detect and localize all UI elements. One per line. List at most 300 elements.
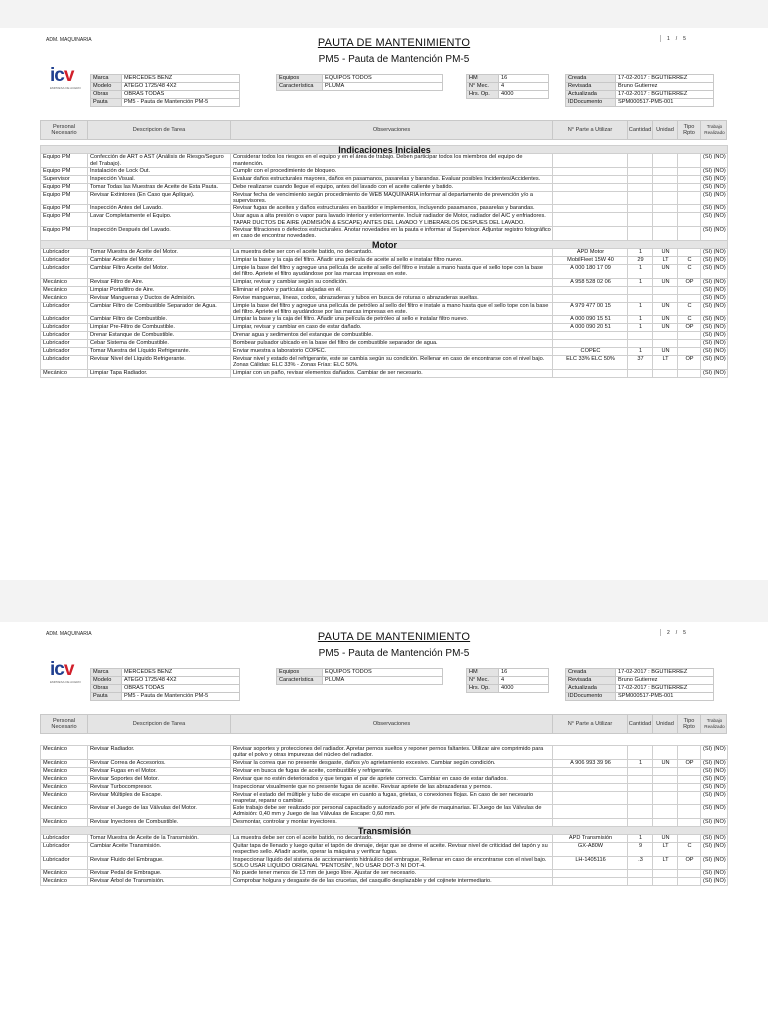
cell-parte: ELC 33% ELC 50% [553, 356, 628, 370]
label-hrs: Hrs. Op. [467, 91, 499, 99]
cell-personal: Mecánico [41, 775, 88, 783]
cell-cantidad: 1 [628, 264, 653, 278]
cell-unidad [653, 286, 678, 294]
cell-parte: A 979 477 00 15 [553, 302, 628, 316]
label-pauta: Pauta [91, 99, 122, 107]
header-block-equipment [276, 668, 443, 685]
column-headers [40, 714, 727, 734]
label-modelo: Modelo [91, 677, 122, 685]
document-subtitle: PM5 - Pauta de Mantención PM-5 [318, 54, 470, 65]
cell-tipo [678, 767, 701, 775]
cell-unidad [653, 878, 678, 886]
cell-cantidad [628, 818, 653, 826]
cell-observaciones: Drenar agua y sedimentos del estanque de combustible. [231, 332, 553, 340]
page-current: 1 [667, 35, 670, 42]
label-hm: HM [467, 669, 499, 677]
cell-trabajo[interactable]: (SI) (NO) [701, 356, 728, 370]
cell-personal: Lubricador [41, 835, 88, 843]
cell-personal: Mecánico [41, 767, 88, 775]
cell-personal: Mecánico [41, 369, 88, 377]
cell-trabajo[interactable]: (SI) (NO) [701, 870, 728, 878]
col-unidad: Unidad [653, 715, 678, 733]
label-hrs: Hrs. Op. [467, 685, 499, 693]
cell-descripcion: Tomar Muestra de Aceite de la Transmisión. [88, 835, 231, 843]
section-title: Motor [41, 240, 728, 248]
section-header [41, 826, 728, 834]
cell-tipo: OP [678, 356, 701, 370]
cell-descripcion: Cebar Sistema de Combustible. [88, 340, 231, 348]
cell-descripcion: Revisar Inyectores de Combustible. [88, 818, 231, 826]
value-nmec: 4 [499, 83, 549, 91]
cell-trabajo[interactable]: (SI) (NO) [701, 205, 728, 213]
department-label: ADM. MAQUINARIA [46, 631, 92, 637]
cell-tipo [678, 205, 701, 213]
cell-cantidad: 1 [628, 348, 653, 356]
label-revisada: Revisada [566, 83, 616, 91]
cell-trabajo[interactable]: (SI) (NO) [701, 805, 728, 819]
value-equipos: EQUIPOS TODOS [323, 669, 443, 677]
page-total: 5 [683, 35, 686, 42]
label-hm: HM [467, 75, 499, 83]
cell-personal: Mecánico [41, 818, 88, 826]
cell-trabajo[interactable]: (SI) (NO) [701, 294, 728, 302]
cell-tipo [678, 286, 701, 294]
cell-descripcion: Tomar Todas las Muestras de Aceite de Esta Pauta. [88, 183, 231, 191]
cell-observaciones: Bombear pulsador ubicado en la base del filtro de combustible separador de agua. [231, 340, 553, 348]
cell-descripcion: Revisar Filtro de Aire. [88, 278, 231, 286]
cell-unidad: UN [653, 248, 678, 256]
cell-tipo: C [678, 264, 701, 278]
cell-observaciones: Desmontar, controlar y montar inyectores. [231, 818, 553, 826]
col-descripcion: Descripcion de Tarea [88, 715, 231, 733]
value-marca: MERCEDES BENZ [122, 75, 240, 83]
cell-cantidad [628, 154, 653, 168]
cell-parte [553, 213, 628, 227]
cell-personal: Mecánico [41, 294, 88, 302]
department-label: ADM. MAQUINARIA [46, 37, 92, 43]
cell-observaciones: Quitar tapa de llenado y luego quitar el tapón de drenaje, dejar que se drene el aceite. Revisar nivel de criticidad del tapón y su respectivo sello. Añadir aceite, operar la máquina y verificar fugas. [231, 843, 553, 857]
col-descripcion: Descripcion de Tarea [88, 121, 231, 139]
cell-trabajo[interactable]: (SI) (NO) [701, 791, 728, 805]
table-row [41, 348, 728, 356]
cell-parte: APD Motor [553, 248, 628, 256]
cell-observaciones: Eliminar el polvo y partículas alojadas en él. [231, 286, 553, 294]
cell-unidad: UN [653, 278, 678, 286]
cell-descripcion: Revisar Árbol de Transmisión. [88, 878, 231, 886]
cell-cantidad [628, 205, 653, 213]
col-parte: N° Parte a Utilizar [553, 121, 628, 139]
cell-personal: Equipo PM [41, 183, 88, 191]
value-caracteristica: PLUMA [323, 677, 443, 685]
table-row [41, 856, 728, 870]
cell-observaciones: Limpiar la base y la caja del filtro. Añadir una película de petróleo al sello e instalar filtro nuevo. [231, 316, 553, 324]
cell-tipo [678, 783, 701, 791]
cell-unidad [653, 213, 678, 227]
cell-descripcion: Instalación de Lock Out. [88, 167, 231, 175]
label-creada: Creada [566, 669, 616, 677]
cell-descripcion: Cambiar Filtro de Combustible. [88, 316, 231, 324]
cell-personal: Mecánico [41, 759, 88, 767]
cell-tipo [678, 805, 701, 819]
cell-tipo [678, 294, 701, 302]
cell-parte [553, 340, 628, 348]
cell-unidad [653, 227, 678, 241]
cell-personal: Equipo PM [41, 191, 88, 205]
cell-observaciones: Limpie la base del filtro y agregue una película de aceite al sello del filtro e instale a mano hasta que el sello tope con la base del filtro. Apriete el filtro ayudándose por las marcas impresas en este. [231, 264, 553, 278]
cell-parte [553, 791, 628, 805]
cell-parte [553, 369, 628, 377]
company-logo [50, 66, 80, 94]
value-iddoc: SPM000517-PM5-001 [616, 99, 714, 107]
cell-personal: Lubricador [41, 843, 88, 857]
table-row [41, 286, 728, 294]
cell-cantidad [628, 775, 653, 783]
cell-observaciones: No puede tener menos de 13 mm de juego libre. Ajustar de ser necesario. [231, 870, 553, 878]
cell-personal: Equipo PM [41, 227, 88, 241]
company-logo [50, 660, 80, 688]
cell-parte [553, 878, 628, 886]
col-personal: Personal Necesario [41, 715, 88, 733]
cell-descripcion: Revisar Soportes del Motor. [88, 775, 231, 783]
cell-descripcion: Revisar Múltiples de Escape. [88, 791, 231, 805]
cell-cantidad: 1 [628, 324, 653, 332]
cell-tipo: OP [678, 278, 701, 286]
label-marca: Marca [91, 669, 122, 677]
cell-observaciones: Considerar todos los riesgos en el equipo y en el área de trabajo. Deben participar todos los miembros del equipo de mantención. [231, 154, 553, 168]
cell-cantidad [628, 213, 653, 227]
cell-tipo [678, 791, 701, 805]
cell-cantidad: 1 [628, 835, 653, 843]
cell-descripcion: Revisar Pedal de Embrague. [88, 870, 231, 878]
cell-descripcion: Inspección Visual. [88, 175, 231, 183]
cell-unidad [653, 870, 678, 878]
cell-unidad [653, 791, 678, 805]
cell-unidad: UN [653, 264, 678, 278]
label-marca: Marca [91, 75, 122, 83]
cell-tipo [678, 183, 701, 191]
cell-trabajo[interactable]: (SI) (NO) [701, 213, 728, 227]
page-gap [0, 580, 768, 622]
cell-tipo [678, 870, 701, 878]
cell-descripcion: Cambiar Filtro Aceite del Motor. [88, 264, 231, 278]
cell-parte [553, 870, 628, 878]
cell-tipo: OP [678, 324, 701, 332]
label-pauta: Pauta [91, 693, 122, 701]
cell-trabajo[interactable]: (SI) (NO) [701, 767, 728, 775]
cell-parte [553, 167, 628, 175]
cell-trabajo[interactable]: (SI) (NO) [701, 835, 728, 843]
cell-trabajo[interactable]: (SI) (NO) [701, 316, 728, 324]
cell-parte: LH-1405116 [553, 856, 628, 870]
cell-personal: Equipo PM [41, 167, 88, 175]
cell-cantidad [628, 746, 653, 760]
cell-unidad [653, 805, 678, 819]
table-row [41, 843, 728, 857]
cell-unidad [653, 775, 678, 783]
value-hm: 16 [499, 75, 549, 83]
col-tipo: Tipo Rpto [678, 715, 701, 733]
col-cantidad: Cantidad [628, 715, 653, 733]
cell-personal: Lubricador [41, 332, 88, 340]
table-row [41, 154, 728, 168]
cell-parte [553, 775, 628, 783]
cell-parte [553, 191, 628, 205]
cell-cantidad [628, 167, 653, 175]
value-pauta: PM5 - Pauta de Mantención PM-5 [122, 99, 240, 107]
cell-unidad: LT [653, 356, 678, 370]
cell-trabajo[interactable]: (SI) (NO) [701, 348, 728, 356]
cell-descripcion: Drenar Estanque de Combustible. [88, 332, 231, 340]
value-hm: 16 [499, 669, 549, 677]
cell-personal: Lubricador [41, 302, 88, 316]
cell-unidad [653, 167, 678, 175]
column-headers [40, 120, 727, 140]
value-actualizada: 17-02-2017 : BGUTIERREZ [616, 685, 714, 693]
table-row [41, 324, 728, 332]
cell-observaciones: Revisar soportes y protecciones del radiador. Apretar pernos sueltos y reponer pernos faltantes. Utilizar aire comprimido para quitar el polvo y otras impurezas del núcleo del radiador. [231, 746, 553, 760]
cell-observaciones: Limpiar con un paño, revisar elementos dañados. Cambiar de ser necesario. [231, 369, 553, 377]
cell-unidad [653, 340, 678, 348]
cell-tipo [678, 167, 701, 175]
cell-descripcion: Revisar Turbocompresor. [88, 783, 231, 791]
cell-parte: COPEC [553, 348, 628, 356]
cell-observaciones: La muestra debe ser con el aceite batido, no decantado. [231, 835, 553, 843]
cell-trabajo[interactable]: (SI) (NO) [701, 324, 728, 332]
cell-descripcion: Revisar Extintores (En Caso que Aplique). [88, 191, 231, 205]
cell-trabajo[interactable]: (SI) (NO) [701, 167, 728, 175]
cell-unidad [653, 175, 678, 183]
col-trabajo: Trabajo Realizado [704, 718, 725, 729]
cell-descripcion: Inspección Antes del Lavado. [88, 205, 231, 213]
cell-parte [553, 205, 628, 213]
cell-observaciones: Limpiar la base y la caja del filtro. Añadir una película de aceite al sello e instalar filtro nuevo. [231, 256, 553, 264]
cell-parte: A 000 180 17 09 [553, 264, 628, 278]
section-header [41, 146, 728, 154]
cell-trabajo[interactable]: (SI) (NO) [701, 248, 728, 256]
cell-parte [553, 154, 628, 168]
table-row [41, 805, 728, 819]
cell-tipo [678, 818, 701, 826]
cell-observaciones: Revisar nivel y estado del refrigerante, este se cambia según su condición. Rellenar en caso de encontrarse con el nivel bajo. Zonas Cálidas: ELC 33% - Zonas Frías: ELC 50%. [231, 356, 553, 370]
cell-unidad: UN [653, 835, 678, 843]
cell-trabajo[interactable]: (SI) (NO) [701, 746, 728, 760]
value-pauta: PM5 - Pauta de Mantención PM-5 [122, 693, 240, 701]
value-revisada: Bruno Gutierrez [616, 83, 714, 91]
cell-tipo [678, 248, 701, 256]
cell-trabajo[interactable]: (SI) (NO) [701, 783, 728, 791]
label-iddoc: IDDocumento [566, 693, 616, 701]
cell-trabajo[interactable]: (SI) (NO) [701, 154, 728, 168]
cell-trabajo[interactable]: (SI) (NO) [701, 302, 728, 316]
cell-cantidad [628, 878, 653, 886]
cell-cantidad [628, 332, 653, 340]
cell-descripcion: Revisar Radiador. [88, 746, 231, 760]
cell-parte [553, 767, 628, 775]
cell-descripcion: Cambiar Aceite Transmisión. [88, 843, 231, 857]
cell-observaciones: Revise mangueras, líneas, codos, abrazaderas y tubos en busca de roturas o abrazaderas sueltas. [231, 294, 553, 302]
value-modelo: ATEGO 1725/48 4X2 [122, 83, 240, 91]
table-row [41, 302, 728, 316]
cell-trabajo[interactable]: (SI) (NO) [701, 332, 728, 340]
cell-trabajo[interactable]: (SI) (NO) [701, 256, 728, 264]
label-iddoc: IDDocumento [566, 99, 616, 107]
cell-parte [553, 183, 628, 191]
table-row [41, 167, 728, 175]
cell-cantidad: 1 [628, 248, 653, 256]
cell-personal: Mecánico [41, 878, 88, 886]
table-row [41, 783, 728, 791]
label-modelo: Modelo [91, 83, 122, 91]
cell-parte: A 906 993 39 96 [553, 759, 628, 767]
cell-descripcion: Revisar Nivel del Líquido Refrigerante. [88, 356, 231, 370]
cell-tipo [678, 340, 701, 348]
cell-observaciones: Revisar que no estén deteriorados y que tengan el par de apriete correcto. Cambiar en caso de estar dañados. [231, 775, 553, 783]
cell-trabajo[interactable]: (SI) (NO) [701, 340, 728, 348]
value-obras: OBRAS TODAS [122, 685, 240, 693]
cell-tipo [678, 332, 701, 340]
cell-personal: Mecánico [41, 746, 88, 760]
table-row [41, 791, 728, 805]
cell-tipo [678, 878, 701, 886]
cell-trabajo[interactable]: (SI) (NO) [701, 264, 728, 278]
col-tipo: Tipo Rpto [678, 121, 701, 139]
cell-trabajo[interactable]: (SI) (NO) [701, 775, 728, 783]
cell-personal: Lubricador [41, 256, 88, 264]
value-creada: 17-02-2017 : BGUTIERREZ [616, 669, 714, 677]
cell-trabajo[interactable]: (SI) (NO) [701, 191, 728, 205]
col-cantidad: Cantidad [628, 121, 653, 139]
col-observaciones: Observaciones [231, 121, 553, 139]
cell-cantidad [628, 286, 653, 294]
cell-trabajo[interactable]: (SI) (NO) [701, 286, 728, 294]
cell-trabajo[interactable]: (SI) (NO) [701, 843, 728, 857]
cell-trabajo[interactable]: (SI) (NO) [701, 818, 728, 826]
page-total: 5 [683, 629, 686, 636]
cell-observaciones: Inspeccionar visualmente que no presente fugas de aceite. Revisar apriete de las abrazaderas y pernos. [231, 783, 553, 791]
cell-unidad [653, 183, 678, 191]
cell-tipo [678, 775, 701, 783]
cell-descripcion: Inspección Después del Lavado. [88, 227, 231, 241]
document-subtitle: PM5 - Pauta de Mantención PM-5 [318, 648, 470, 659]
cell-cantidad: 29 [628, 256, 653, 264]
col-unidad: Unidad [653, 121, 678, 139]
cell-tipo [678, 154, 701, 168]
cell-observaciones: Inspeccionar líquido del sistema de accionamiento hidráulico del embrague, Rellenar en caso de encontrarse con el nivel bajo. SOLO USAR LIQUIDO ORIGINAL "PENTOSÍN", NO USAR DOT-3 NI DOT-4. [231, 856, 553, 870]
cell-personal: Lubricador [41, 340, 88, 348]
cell-parte: APD Transmisión [553, 835, 628, 843]
cell-cantidad: 9 [628, 843, 653, 857]
cell-trabajo[interactable]: (SI) (NO) [701, 878, 728, 886]
cell-cantidad [628, 227, 653, 241]
cell-descripcion: Limpiar Portafiltro de Aire. [88, 286, 231, 294]
cell-descripcion: Cambiar Aceite del Motor. [88, 256, 231, 264]
cell-trabajo[interactable]: (SI) (NO) [701, 278, 728, 286]
cell-parte [553, 805, 628, 819]
cell-observaciones: Revisar la correa que no presente desgaste, daños y/o agrietamiento excesivo. Cambiar según condición. [231, 759, 553, 767]
cell-personal: Lubricador [41, 348, 88, 356]
cell-observaciones: Revisar el estado del múltiple y tubo de escape en cuanto a fugas, grietas, o conexiones flojas. En caso de ser necesario reapretar, reparar o cambiar. [231, 791, 553, 805]
cell-personal: Lubricador [41, 356, 88, 370]
cell-cantidad: 1 [628, 759, 653, 767]
table-row [41, 332, 728, 340]
cell-unidad [653, 746, 678, 760]
task-table-page-2 [40, 745, 728, 886]
logo-mark: icv [50, 65, 74, 86]
label-revisada: Revisada [566, 677, 616, 685]
label-equipos: Equipos [277, 669, 323, 677]
cell-parte: A 000 090 15 51 [553, 316, 628, 324]
cell-unidad [653, 369, 678, 377]
table-row [41, 278, 728, 286]
table-row [41, 870, 728, 878]
page-slash: / [675, 629, 678, 636]
cell-tipo: C [678, 256, 701, 264]
table-row [41, 205, 728, 213]
logo-subtext: EMPRESA DE ACERO [50, 680, 81, 684]
cell-parte [553, 175, 628, 183]
cell-tipo [678, 213, 701, 227]
cell-tipo: C [678, 843, 701, 857]
value-hrs: 4000 [499, 91, 549, 99]
cell-trabajo[interactable]: (SI) (NO) [701, 369, 728, 377]
cell-unidad [653, 205, 678, 213]
value-modelo: ATEGO 1725/48 4X2 [122, 677, 240, 685]
value-marca: MERCEDES BENZ [122, 669, 240, 677]
cell-tipo [678, 191, 701, 205]
cell-observaciones: Revisar fecha de vencimiento según procedimiento de WEB MAQUINARIA informar al departamento de prevención y/o a supervisores. [231, 191, 553, 205]
cell-trabajo[interactable]: (SI) (NO) [701, 759, 728, 767]
table-row [41, 227, 728, 241]
section-header [41, 240, 728, 248]
cell-observaciones: Este trabajo debe ser realizado por personal capacitado y autorizado por el jefe de maquinarias. El Juego de las Válvulas de Admisión: 0,40 mm y Juego de las Válvulas de Escape: 0,60 mm. [231, 805, 553, 819]
cell-unidad: UN [653, 302, 678, 316]
logo-subtext: EMPRESA DE ACERO [50, 86, 81, 90]
cell-trabajo[interactable]: (SI) (NO) [701, 227, 728, 241]
cell-parte: GX-A80W [553, 843, 628, 857]
cell-parte: A 958 528 02 06 [553, 278, 628, 286]
cell-tipo [678, 835, 701, 843]
cell-cantidad [628, 369, 653, 377]
label-obras: Obras [91, 91, 122, 99]
cell-cantidad [628, 791, 653, 805]
header-block-hours [466, 74, 549, 99]
cell-unidad: UN [653, 348, 678, 356]
label-nmec: N° Mec. [467, 83, 499, 91]
page-number [660, 35, 692, 42]
header-block-equipment [276, 74, 443, 91]
document-page-2 [0, 622, 768, 1024]
cell-tipo: OP [678, 856, 701, 870]
header-block-document [565, 74, 714, 107]
cell-unidad: UN [653, 759, 678, 767]
cell-trabajo[interactable]: (SI) (NO) [701, 183, 728, 191]
header-block-document [565, 668, 714, 701]
cell-trabajo[interactable]: (SI) (NO) [701, 856, 728, 870]
cell-tipo [678, 227, 701, 241]
cell-observaciones: Revisar en busca de fugas de aceite, combustible y refrigerante. [231, 767, 553, 775]
cell-trabajo[interactable]: (SI) (NO) [701, 175, 728, 183]
cell-observaciones: Limpie la base del filtro y agregue una película de petróleo al sello del filtro e instale a mano hasta que el sello tope con la base del filtro. Apriete el filtro ayudándose por las marcas impresas en este. [231, 302, 553, 316]
cell-unidad [653, 154, 678, 168]
label-actualizada: Actualizada [566, 685, 616, 693]
cell-tipo [678, 348, 701, 356]
header-block-hours [466, 668, 549, 693]
cell-unidad: LT [653, 843, 678, 857]
document-title: PAUTA DE MANTENIMIENTO [317, 37, 471, 49]
cell-parte [553, 818, 628, 826]
cell-cantidad [628, 805, 653, 819]
cell-descripcion: Limpiar Tapa Radiador. [88, 369, 231, 377]
